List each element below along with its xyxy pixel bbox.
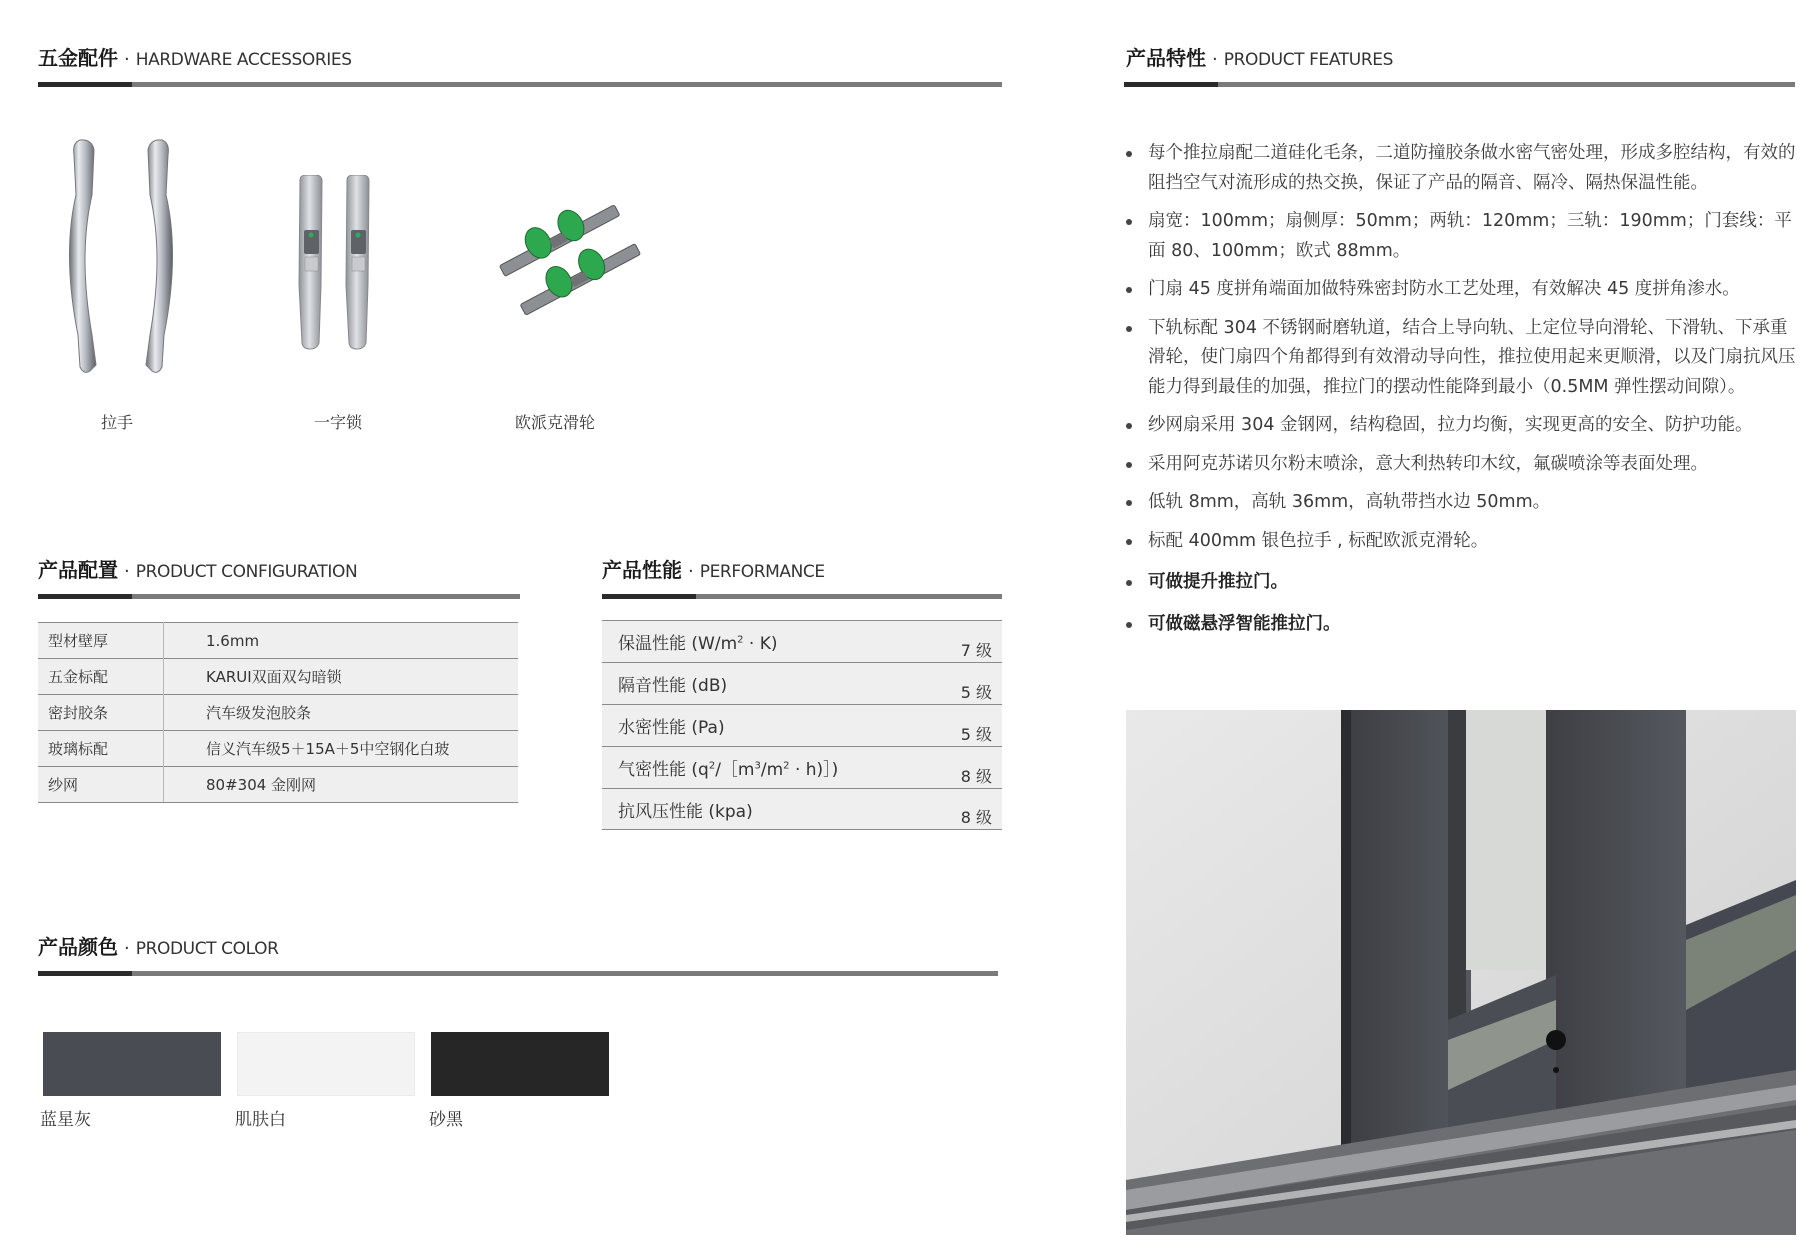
list-item: 下轨标配 304 不锈钢耐磨轨道，结合上导向轨、上定位导向滑轮、下滑轨、下承重滑轮，使门扇四个角都得到有效滑动导向性，推拉使用起来更顺滑，以及门扇抗风压能力得到最佳的加强，推拉门的摆动性能降到最小（0.5MM 弹性摆动间隙）。: [1126, 314, 1796, 403]
performance-label: 抗风压性能 (kpa): [618, 802, 753, 822]
table-row: [38, 695, 518, 731]
features-section-title: 产品特性 · PRODUCT FEATURES: [1126, 46, 1393, 70]
color-rule: [38, 971, 998, 976]
list-item: 可做磁悬浮智能推拉门。: [1126, 610, 1796, 640]
color-label: 蓝星灰: [40, 1110, 91, 1130]
color-label: 肌肤白: [235, 1110, 286, 1130]
hardware-caption-handle: 拉手: [100, 413, 133, 432]
config-key: 密封胶条: [38, 695, 164, 731]
performance-label: 保温性能 $(W/m^2 \cdot K)$: [618, 634, 778, 654]
table-row: [602, 704, 1002, 746]
handle-icon: [58, 135, 188, 380]
config-value: 1.6mm: [164, 623, 519, 659]
table-row: [602, 788, 1002, 830]
performance-grade: 8 级: [960, 767, 992, 786]
config-key: 玻璃标配: [38, 731, 164, 767]
configuration-section-title: 产品配置 · PRODUCT CONFIGURATION: [38, 558, 358, 582]
performance-label: 水密性能 (Pa): [618, 718, 725, 738]
performance-grade: 7 级: [960, 641, 992, 660]
hardware-rule: [38, 82, 1002, 87]
config-value: 信义汽车级5＋15A＋5中空钢化白玻: [164, 731, 519, 767]
configuration-rule: [38, 594, 520, 599]
performance-label: 气密性能 ($q^2/[m^3/m^2$ · h)］): [618, 760, 839, 780]
features-rule: [1124, 82, 1795, 87]
performance-title-zh: 产品性能: [602, 558, 682, 582]
config-value: 80#304 金刚网: [164, 767, 519, 803]
table-row: [38, 731, 518, 767]
config-value: KARUI双面双勾暗锁: [164, 659, 519, 695]
config-key: 五金标配: [38, 659, 164, 695]
sliding-door-photo: [1126, 710, 1796, 1235]
performance-label: 隔音性能 (dB): [618, 676, 728, 696]
hardware-caption-pulley: 欧派克滑轮: [514, 413, 595, 432]
performance-rule: [602, 594, 1002, 599]
table-row: [602, 662, 1002, 704]
performance-grade: 5 级: [960, 725, 992, 744]
color-section-title: 产品颜色 · PRODUCT COLOR: [38, 935, 279, 959]
hardware-title-zh: 五金配件: [38, 46, 118, 70]
table-row: [602, 746, 1002, 788]
hardware-caption-lock: 一字锁: [313, 413, 362, 432]
config-key: 纱网: [38, 767, 164, 803]
features-title-en: PRODUCT FEATURES: [1223, 50, 1393, 70]
hardware-title-en: HARDWARE ACCESSORIES: [135, 50, 352, 70]
color-swatch-sand-black: [431, 1032, 609, 1096]
table-row: [38, 623, 518, 659]
list-item: 可做提升推拉门。: [1126, 568, 1796, 598]
configuration-table: [38, 622, 518, 803]
performance-grade: 8 级: [960, 808, 992, 827]
list-item: 采用阿克苏诺贝尔粉末喷涂，意大利热转印木纹，氟碳喷涂等表面处理。: [1126, 450, 1796, 480]
color-swatch-skin-white: [237, 1032, 415, 1096]
color-title-en: PRODUCT COLOR: [135, 939, 279, 959]
hardware-section-title: 五金配件 · HARDWARE ACCESSORIES: [38, 46, 352, 70]
features-title-zh: 产品特性: [1126, 46, 1206, 70]
performance-section-title: 产品性能 · PERFORMANCE: [602, 558, 825, 582]
lock-icon: [295, 175, 375, 350]
list-item: 门扇 45 度拼角端面加做特殊密封防水工艺处理，有效解决 45 度拼角渗水。: [1126, 275, 1796, 305]
list-item: 扇宽：100mm；扇侧厚：50mm；两轨：120mm；三轨：190mm；门套线：平面 80、100mm；欧式 88mm。: [1126, 207, 1796, 266]
color-title-zh: 产品颜色: [38, 935, 118, 959]
table-row: [38, 659, 518, 695]
table-row: [38, 767, 518, 803]
features-list: [1126, 139, 1796, 648]
performance-grade: 5 级: [960, 683, 992, 702]
configuration-title-zh: 产品配置: [38, 558, 118, 582]
color-label: 砂黑: [429, 1110, 463, 1130]
list-item: 纱网扇采用 304 金钢网，结构稳固，拉力均衡，实现更高的安全、防护功能。: [1126, 411, 1796, 441]
color-swatch-blue-star-gray: [43, 1032, 221, 1096]
performance-title-en: PERFORMANCE: [699, 562, 825, 582]
list-item: 低轨 8mm，高轨 36mm，高轨带挡水边 50mm。: [1126, 488, 1796, 518]
pulley-icon: [485, 200, 645, 320]
configuration-title-en: PRODUCT CONFIGURATION: [135, 562, 358, 582]
list-item: 每个推拉扇配二道硅化毛条，二道防撞胶条做水密气密处理，形成多腔结构，有效的阻挡空气对流形成的热交换，保证了产品的隔音、隔冷、隔热保温性能。: [1126, 139, 1796, 198]
config-key: 型材壁厚: [38, 623, 164, 659]
list-item: 标配 400mm 银色拉手 , 标配欧派克滑轮。: [1126, 527, 1796, 557]
table-row: [602, 620, 1002, 662]
config-value: 汽车级发泡胶条: [164, 695, 519, 731]
